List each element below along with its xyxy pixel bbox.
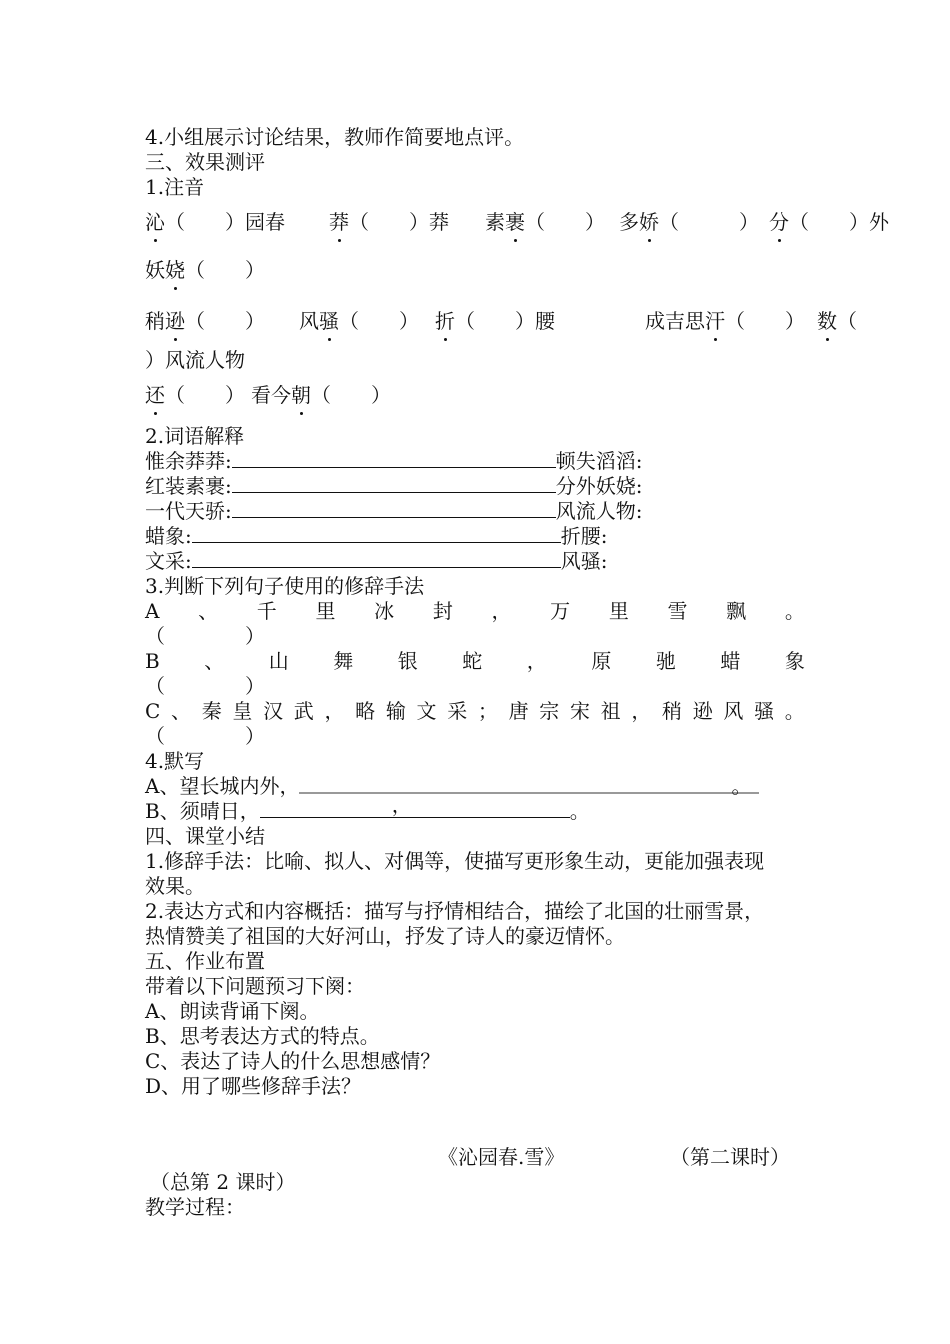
q1-title: 1.注音 bbox=[145, 175, 205, 199]
q2-row: 红装素裹: 分外妖娆: bbox=[145, 474, 643, 498]
lesson-number: （第二课时） bbox=[670, 1145, 790, 1169]
pinyin-item: 还（ ） bbox=[145, 383, 245, 407]
q4-title: 4.默写 bbox=[145, 749, 205, 773]
section-3-heading: 三、效果测评 bbox=[145, 150, 265, 174]
answer-blank[interactable] bbox=[192, 549, 561, 568]
homework-item: B、思考表达方式的特点。 bbox=[145, 1024, 380, 1048]
q2-row: 惟余莽莽: 顿失滔滔: bbox=[145, 449, 643, 473]
pinyin-item: 数（ bbox=[817, 309, 857, 333]
pinyin-item: 沁（ ）园春 bbox=[145, 210, 285, 234]
answer-blank[interactable]: ， bbox=[260, 799, 570, 818]
q4-line-a: A、望长城内外， 。 bbox=[145, 774, 759, 799]
q3-sentence-c: C 、 秦 皇 汉 武 ， 略 输 文 采 ； 唐 宗 宋 祖 ， 稍 逊 风 骚 。 bbox=[145, 699, 805, 723]
pinyin-row-2: 妖娆（ ） bbox=[145, 258, 265, 282]
pinyin-item: 折（ ）腰 bbox=[435, 309, 555, 333]
q2-row: 一代天骄: 风流人物: bbox=[145, 499, 643, 523]
summary-point-1-cont: 效果。 bbox=[145, 874, 205, 898]
total-lesson-count: （总第 2 课时） bbox=[150, 1170, 296, 1194]
pinyin-item: 多娇（ ） bbox=[619, 210, 759, 234]
pinyin-item: 分（ ）外 bbox=[769, 210, 889, 234]
summary-point-1: 1.修辞手法：比喻、拟人、对偶等，使描写更形象生动，更能加强表现 bbox=[145, 849, 765, 873]
pinyin-item: 稍逊（ ） bbox=[145, 309, 265, 333]
pinyin-item: 成吉思汗（ ） bbox=[645, 309, 805, 333]
q2-row: 文采: 风骚: bbox=[145, 549, 608, 573]
lesson-title: 《沁园春.雪》 bbox=[438, 1145, 565, 1169]
answer-paren[interactable]: （ ） bbox=[145, 724, 265, 748]
answer-blank[interactable] bbox=[192, 524, 561, 543]
q2-title: 2.词语解释 bbox=[145, 424, 245, 448]
homework-intro: 带着以下问题预习下阕： bbox=[145, 974, 365, 998]
answer-paren[interactable]: （ ） bbox=[145, 674, 265, 698]
pinyin-item: 看今朝（ ） bbox=[251, 383, 391, 407]
homework-item: D、用了哪些修辞手法？ bbox=[145, 1074, 362, 1098]
pinyin-item: 风骚（ ） bbox=[299, 309, 419, 333]
q3-sentence-b: B 、 山 舞 银 蛇 ， 原 驰 蜡 象 bbox=[145, 649, 805, 673]
discussion-step: 4.小组展示讨论结果，教师作简要地点评。 bbox=[145, 125, 525, 149]
pinyin-row-1 bbox=[145, 210, 889, 235]
answer-paren[interactable]: （ ） bbox=[145, 624, 265, 648]
q3-sentence-a: A 、 千 里 冰 封 ， 万 里 雪 飘 。 bbox=[145, 599, 805, 623]
section-5-heading: 五、作业布置 bbox=[145, 949, 265, 973]
homework-item: C、表达了诗人的什么思想感情？ bbox=[145, 1049, 441, 1073]
pinyin-row-4: ）风流人物 bbox=[145, 348, 245, 372]
pinyin-item: 素裹（ ） bbox=[485, 210, 605, 234]
section-4-heading: 四、课堂小结 bbox=[145, 824, 265, 848]
q2-row: 蜡象: 折腰: bbox=[145, 524, 608, 548]
answer-blank[interactable]: 。 bbox=[299, 774, 759, 794]
answer-blank[interactable] bbox=[232, 474, 556, 493]
answer-blank[interactable] bbox=[232, 499, 556, 518]
pinyin-row-5 bbox=[145, 383, 391, 408]
q4-line-b: B、须晴日， ， 。 bbox=[145, 793, 590, 823]
q3-title: 3.判断下列句子使用的修辞手法 bbox=[145, 574, 425, 598]
pinyin-item: 莽（ ）莽 bbox=[329, 210, 449, 234]
teaching-process-label: 教学过程： bbox=[145, 1195, 245, 1219]
pinyin-row-3 bbox=[145, 309, 857, 334]
summary-point-2-cont: 热情赞美了祖国的大好河山，抒发了诗人的豪迈情怀。 bbox=[145, 924, 625, 948]
homework-item: A、朗读背诵下阕。 bbox=[145, 999, 320, 1023]
summary-point-2: 2.表达方式和内容概括：描写与抒情相结合，描绘了北国的壮丽雪景， bbox=[145, 899, 765, 923]
answer-blank[interactable] bbox=[232, 449, 556, 468]
